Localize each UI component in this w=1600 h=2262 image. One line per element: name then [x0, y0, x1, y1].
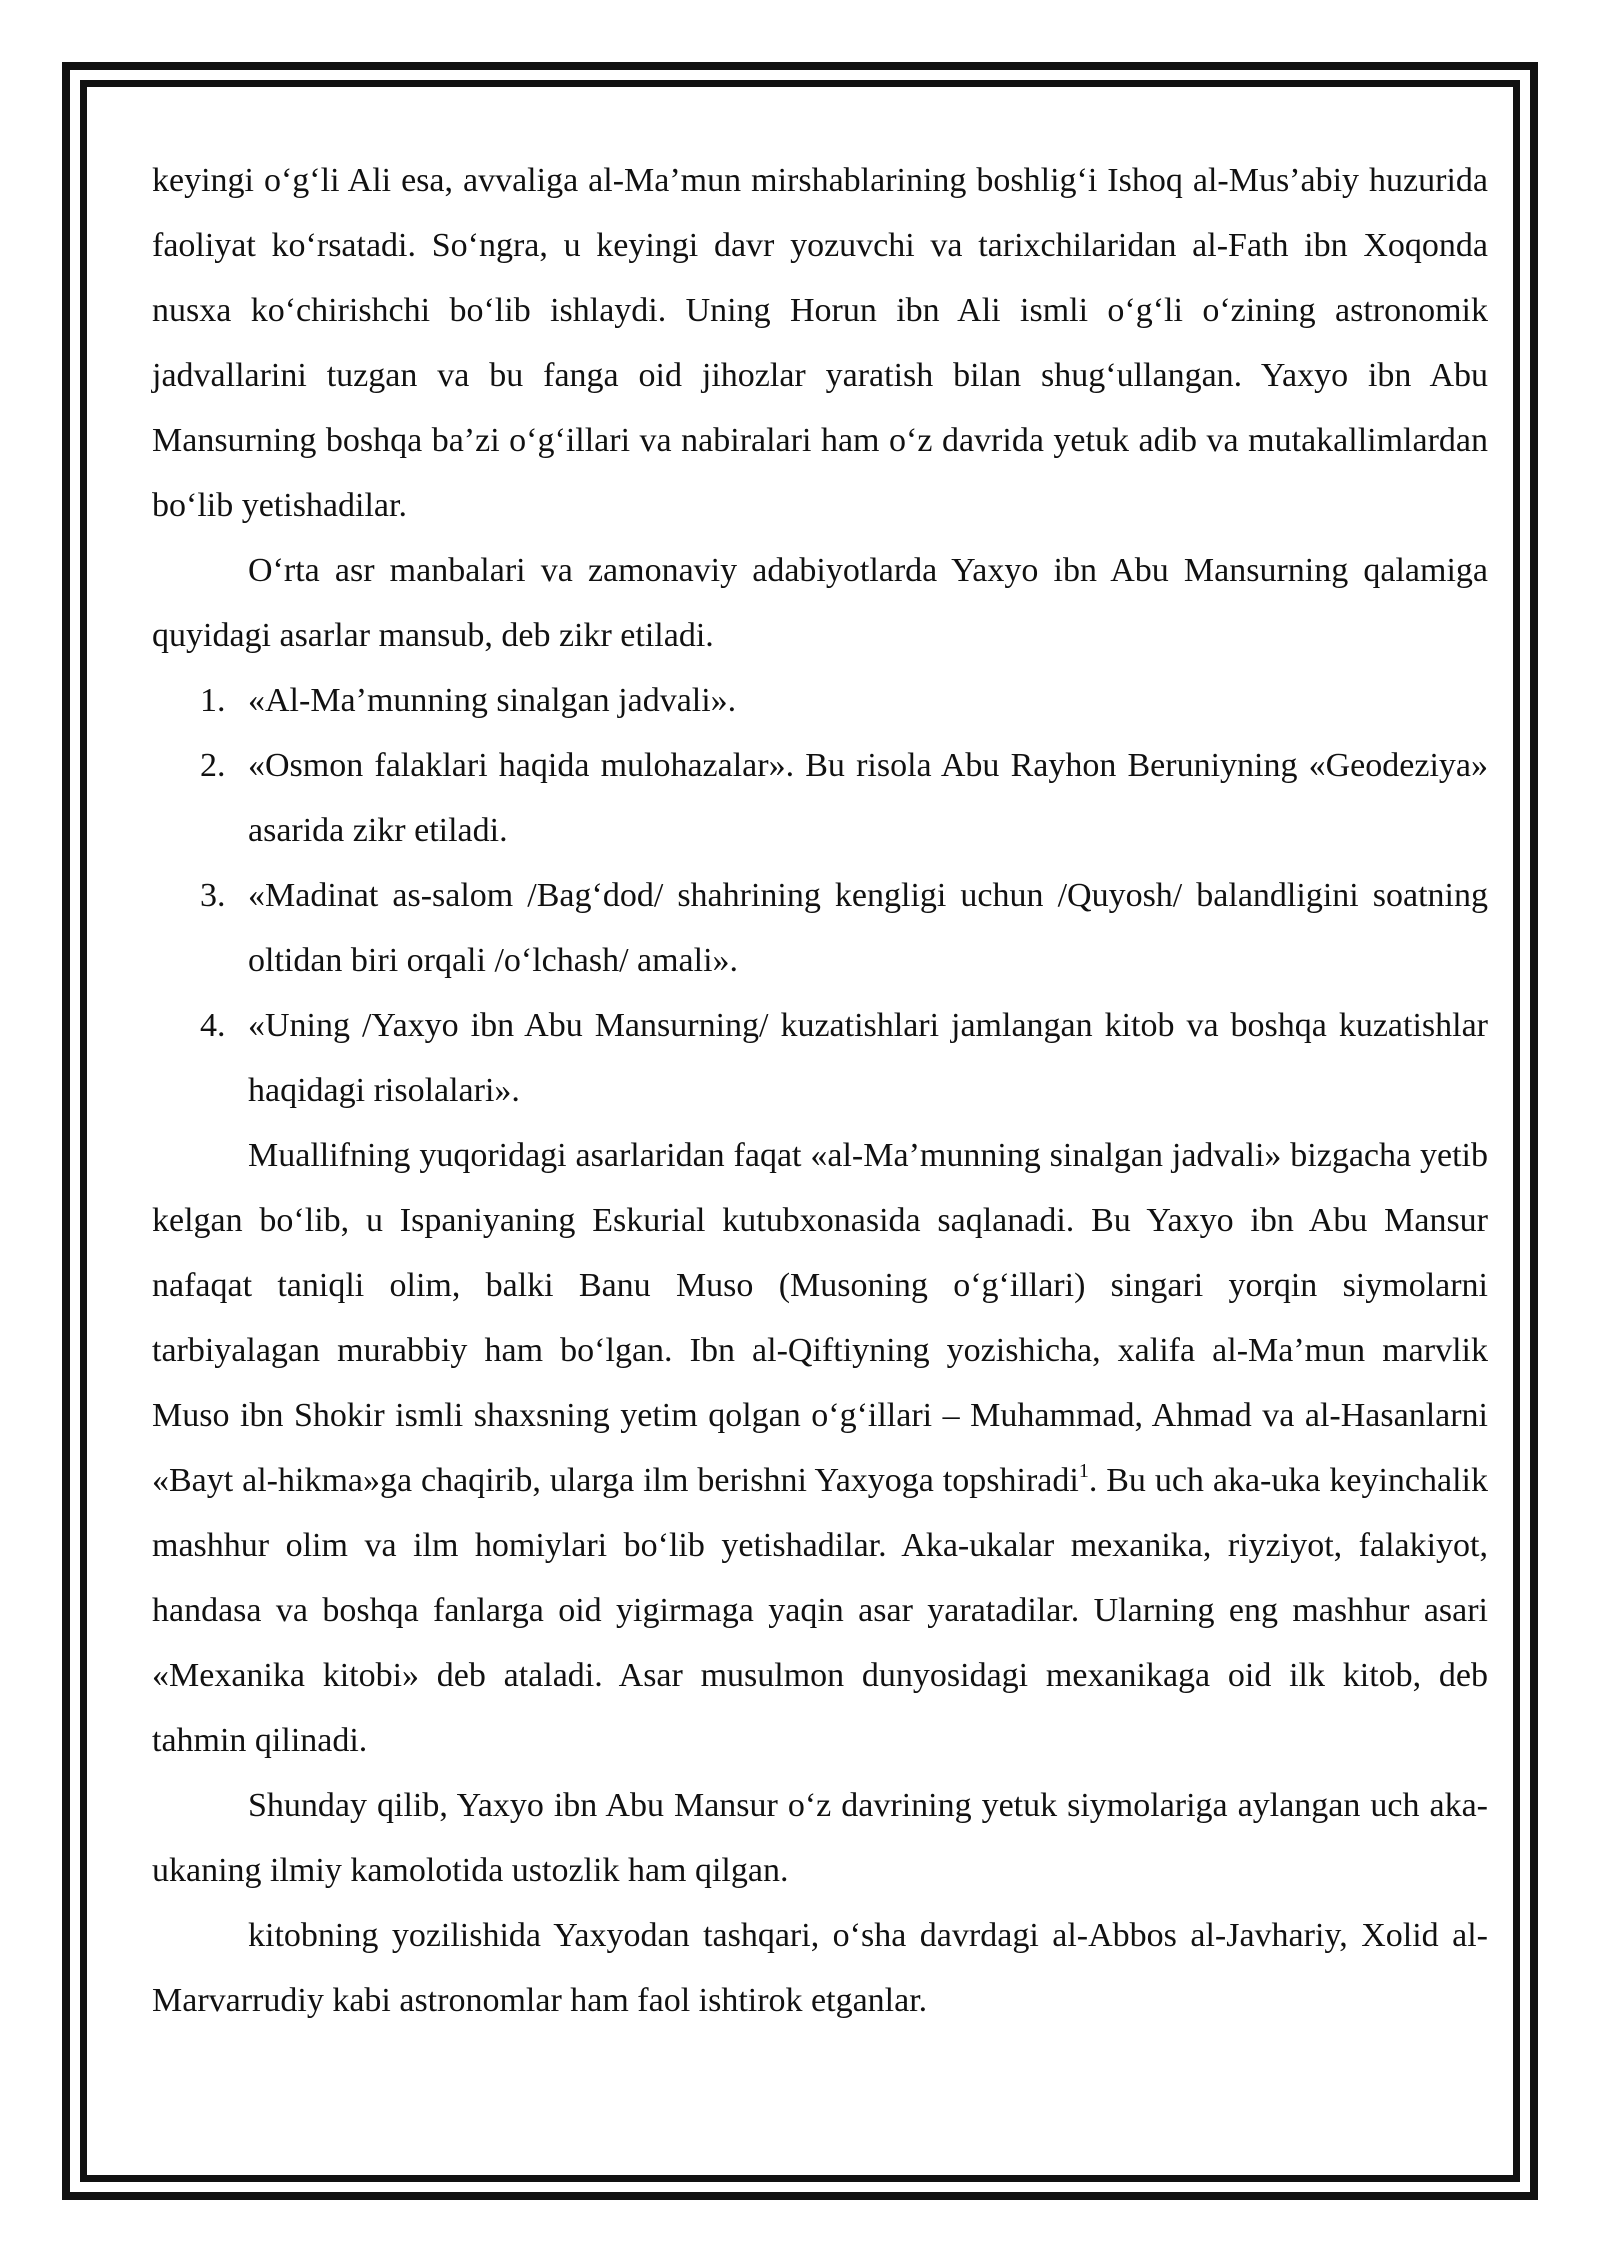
paragraph-3-text-continued: . Bu uch aka-uka keyinchalik mashhur olim va ilm homiylari bo‘lib yetishadilar. Aka-ukalar mexanika, riyziyot, falakiyot, handasa va boshqa fanlarga oid yigirmaga yaqin asar yaratadilar. Ularning eng mashhur asari «Mexanika kitobi» deb ataladi. Asar musulmon dunyosidagi mexanikaga oid ilk kitob, deb tahmin qilinadi.	[152, 1462, 1488, 1759]
page-body	[152, 148, 1488, 2033]
works-list	[152, 668, 1488, 1123]
list-item-number: 1.	[200, 682, 226, 719]
list-item-text: «Al-Ma’munning sinalgan jadvali».	[248, 682, 737, 719]
list-item	[152, 863, 1488, 993]
paragraph-4: Shunday qilib, Yaxyo ibn Abu Mansur o‘z davrining yetuk siymolariga aylangan uch aka-ukaning ilmiy kamolotida ustozlik ham qilgan.	[152, 1787, 1488, 1889]
list-item-number: 2.	[200, 747, 226, 784]
paragraph-2: O‘rta asr manbalari va zamonaviy adabiyotlarda Yaxyo ibn Abu Mansurning qalamiga quyidagi asarlar mansub, deb zikr etiladi.	[152, 552, 1488, 654]
paragraph-1: keyingi o‘g‘li Ali esa, avvaliga al-Ma’mun mirshablarining boshlig‘i Ishoq al-Mus’abiy huzurida faoliyat ko‘rsatadi. So‘ngra, u keyingi davr yozuvchi va tarixchilaridan al-Fath ibn Xoqonda nusxa ko‘chirishchi bo‘lib ishlaydi. Uning Horun ibn Ali ismli o‘g‘li o‘zining astronomik jadvallarini tuzgan va bu fanga oid jihozlar yaratish bilan shug‘ullangan. Yaxyo ibn Abu Mansurning boshqa ba’zi o‘g‘illari va nabiralari ham o‘z davrida yetuk adib va mutakallimlardan bo‘lib yetishadilar.	[152, 162, 1488, 524]
footnote-marker[interactable]: 1	[1078, 1459, 1089, 1482]
paragraph-5: kitobning yozilishida Yaxyodan tashqari, o‘sha davrdagi al-Abbos al-Javhariy, Xolid al-Marvarrudiy kabi astronomlar ham faol ishtirok etganlar.	[152, 1917, 1488, 2019]
list-item-number: 4.	[200, 1007, 226, 1044]
list-item-text: «Madinat as-salom /Bag‘dod/ shahrining kengligi uchun /Quyosh/ balandligini soatning oltidan biri orqali /o‘lchash/ amali».	[248, 877, 1488, 979]
list-item	[152, 993, 1488, 1123]
paragraph-3-text: Muallifning yuqoridagi asarlaridan faqat «al-Ma’munning sinalgan jadvali» bizgacha yetib kelgan bo‘lib, u Ispaniyaning Eskurial kutubxonasida saqlanadi. Bu Yaxyo ibn Abu Mansur nafaqat taniqli olim, balki Banu Muso (Musoning o‘g‘illari) singari yorqin siymolarni tarbiyalagan murabbiy ham bo‘lgan. Ibn al-Qiftiyning yozishicha, xalifa al-Ma’mun marvlik Muso ibn Shokir ismli shaxsning yetim qolgan o‘g‘illari – Muhammad, Ahmad va al-Hasanlarni «Bayt al-hikma»ga chaqirib, ularga ilm berishni Yaxyoga topshiradi	[152, 1137, 1488, 1499]
list-item-text: «Uning /Yaxyo ibn Abu Mansurning/ kuzatishlari jamlangan kitob va boshqa kuzatishlar haqidagi risolalari».	[248, 1007, 1488, 1109]
list-item	[152, 668, 1488, 733]
list-item-text: «Osmon falaklari haqida mulohazalar». Bu risola Abu Rayhon Beruniyning «Geodeziya» asarida zikr etiladi.	[248, 747, 1488, 849]
list-item	[152, 733, 1488, 863]
list-item-number: 3.	[200, 877, 226, 914]
paragraph-3	[152, 1123, 1488, 1773]
